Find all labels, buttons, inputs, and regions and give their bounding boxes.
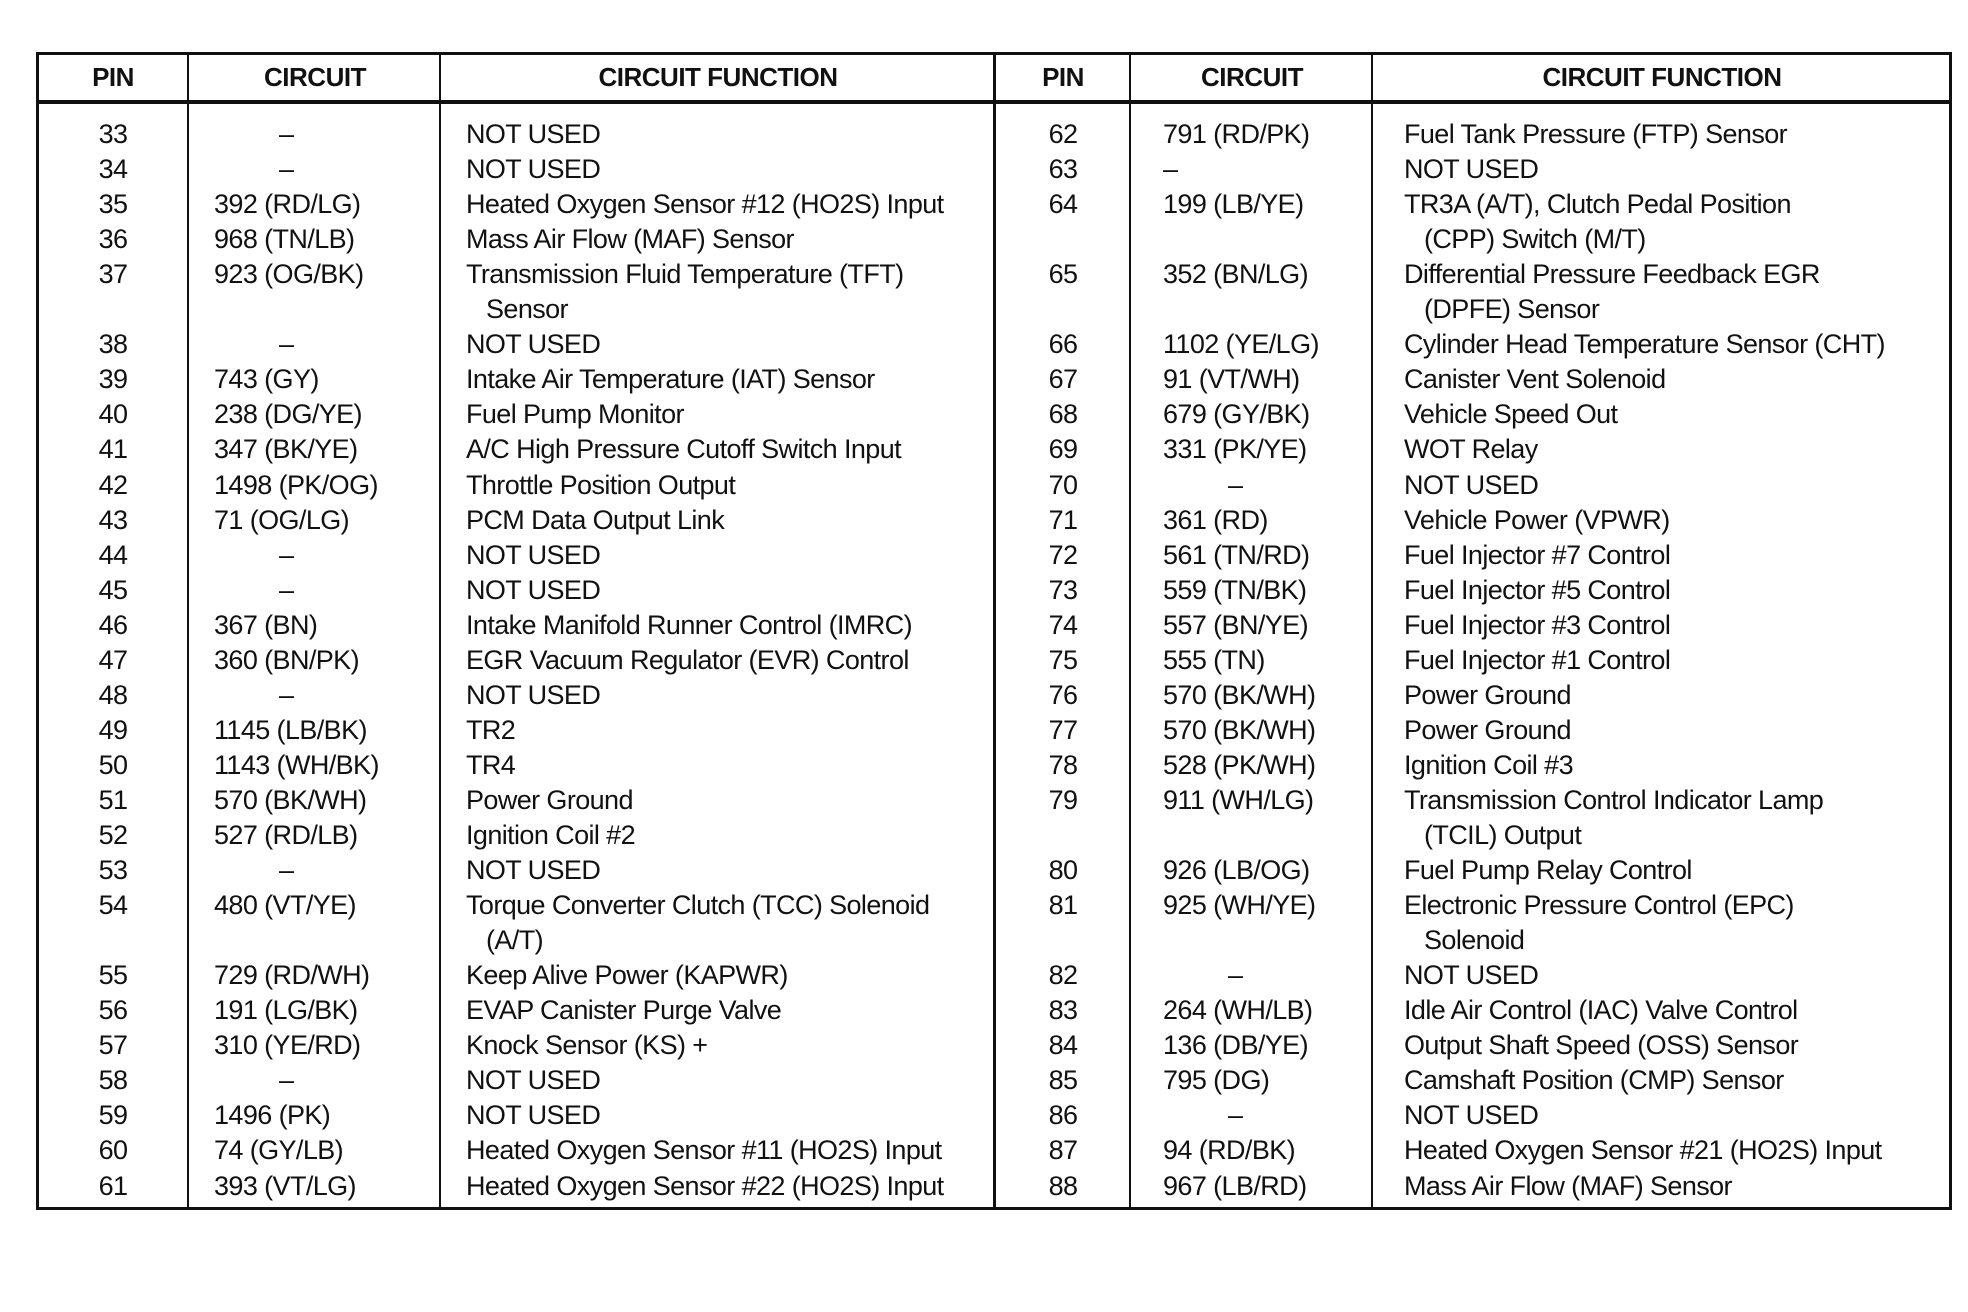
circuit-function: Power Ground (1404, 679, 1571, 710)
pin-number: 42 (98, 469, 128, 500)
circuit-code: 91 (VT/WH) (1163, 364, 1300, 395)
pin-number: 82 (1048, 960, 1078, 991)
pin-number: 39 (98, 364, 128, 395)
circuit-code: 923 (OG/BK) (214, 259, 364, 290)
circuit-function-continued: (DPFE) Sensor (1424, 294, 1600, 325)
pin-number: 58 (98, 1065, 128, 1096)
pin-number: 86 (1048, 1100, 1078, 1131)
circuit-function: Canister Vent Solenoid (1404, 364, 1666, 395)
circuit-code: 555 (TN) (1163, 644, 1265, 675)
circuit-function: TR3A (A/T), Clutch Pedal Position (1404, 189, 1791, 220)
circuit-code: 310 (YE/RD) (214, 1030, 361, 1061)
pin-number: 45 (98, 574, 128, 605)
circuit-function: Torque Converter Clutch (TCC) Solenoid (466, 890, 930, 921)
circuit-function: NOT USED (466, 574, 601, 605)
pin-number: 72 (1048, 539, 1078, 570)
circuit-function: Heated Oxygen Sensor #11 (HO2S) Input (466, 1135, 942, 1166)
pin-number: 78 (1048, 749, 1078, 780)
pin-number: 62 (1048, 119, 1078, 149)
circuit-code: 1498 (PK/OG) (214, 469, 378, 500)
pin-number: 55 (98, 960, 128, 991)
pin-number: 79 (1048, 784, 1078, 815)
pin-number: 51 (98, 784, 128, 815)
pin-number: 77 (1048, 714, 1078, 745)
column-divider (1371, 52, 1373, 1210)
pin-number: 64 (1048, 189, 1078, 220)
circuit-code: 361 (RD) (1163, 504, 1268, 535)
circuit-function: Keep Alive Power (KAPWR) (466, 960, 788, 991)
circuit-function-continued: Sensor (486, 294, 568, 325)
pin-number: 65 (1048, 259, 1078, 290)
pin-number: 70 (1048, 469, 1078, 500)
circuit-function: Camshaft Position (CMP) Sensor (1404, 1065, 1784, 1096)
pin-number: 76 (1048, 679, 1078, 710)
pin-number: 47 (98, 644, 128, 675)
circuit-code: 238 (DG/YE) (214, 399, 362, 430)
circuit-function-continued: (A/T) (486, 925, 543, 956)
circuit-function: Heated Oxygen Sensor #22 (HO2S) Input (466, 1170, 944, 1201)
pin-number: 74 (1048, 609, 1078, 640)
circuit-none: – (1228, 960, 1243, 991)
circuit-function: Vehicle Speed Out (1404, 399, 1618, 430)
circuit-code: 527 (RD/LB) (214, 820, 358, 850)
circuit-function: Knock Sensor (KS) + (466, 1030, 708, 1061)
circuit-function: Transmission Fluid Temperature (TFT) (466, 259, 904, 290)
circuit-code: 331 (PK/YE) (1163, 434, 1307, 465)
column-divider (439, 52, 441, 1210)
circuit-function: Fuel Pump Monitor (466, 399, 684, 430)
pin-number: 43 (98, 504, 128, 535)
pin-number: 85 (1048, 1065, 1078, 1096)
circuit-code: 795 (DG) (1163, 1065, 1270, 1096)
circuit-none: – (1163, 154, 1178, 185)
pin-number: 48 (98, 679, 128, 710)
circuit-code: 1102 (YE/LG) (1163, 329, 1319, 360)
circuit-code: 360 (BN/PK) (214, 644, 359, 675)
pin-number: 71 (1048, 504, 1078, 535)
pin-number: 87 (1048, 1135, 1078, 1166)
pin-number: 84 (1048, 1030, 1078, 1061)
circuit-code: 926 (LB/OG) (1163, 855, 1310, 886)
circuit-function-continued: Solenoid (1424, 925, 1525, 956)
circuit-function: NOT USED (1404, 1100, 1539, 1131)
circuit-function: NOT USED (466, 1065, 601, 1096)
circuit-function: NOT USED (1404, 469, 1539, 500)
circuit-none: – (279, 154, 294, 185)
circuit-code: 967 (LB/RD) (1163, 1170, 1307, 1201)
circuit-code: 199 (LB/YE) (1163, 189, 1304, 220)
circuit-none: – (279, 539, 294, 570)
pin-number: 67 (1048, 364, 1078, 395)
circuit-code: 968 (TN/LB) (214, 224, 355, 255)
circuit-function: EVAP Canister Purge Valve (466, 995, 782, 1026)
circuit-function: Fuel Tank Pressure (FTP) Sensor (1404, 119, 1788, 149)
circuit-function: PCM Data Output Link (466, 504, 725, 535)
circuit-none: – (279, 855, 294, 886)
circuit-none: – (279, 1065, 294, 1096)
pin-number: 52 (98, 820, 128, 850)
circuit-function: NOT USED (466, 855, 601, 886)
circuit-function: TR4 (466, 749, 516, 780)
circuit-code: 191 (LG/BK) (214, 995, 358, 1026)
pin-number: 50 (98, 749, 128, 780)
circuit-function: Transmission Control Indicator Lamp (1404, 784, 1824, 815)
circuit-code: 570 (BK/WH) (214, 784, 367, 815)
circuit-function: NOT USED (1404, 960, 1539, 991)
pin-number: 69 (1048, 434, 1078, 465)
circuit-function: EGR Vacuum Regulator (EVR) Control (466, 644, 909, 675)
circuit-function: Fuel Pump Relay Control (1404, 855, 1692, 886)
circuit-code: 71 (OG/LG) (214, 504, 350, 535)
header-pin-left: PIN (92, 61, 134, 92)
pin-number: 57 (98, 1030, 128, 1061)
circuit-code: 352 (BN/LG) (1163, 259, 1308, 290)
pin-number: 33 (98, 119, 128, 149)
circuit-code: 557 (BN/YE) (1163, 609, 1308, 640)
circuit-code: 74 (GY/LB) (214, 1135, 344, 1166)
circuit-code: 1496 (PK) (214, 1100, 331, 1131)
circuit-code: 528 (PK/WH) (1163, 749, 1316, 780)
pin-number: 38 (98, 329, 128, 360)
circuit-none: – (1228, 469, 1243, 500)
circuit-none: – (279, 679, 294, 710)
circuit-code: 347 (BK/YE) (214, 434, 358, 465)
circuit-code: 570 (BK/WH) (1163, 714, 1316, 745)
pin-number: 81 (1048, 890, 1078, 921)
header-circuit-right: CIRCUIT (1201, 61, 1303, 92)
circuit-function: Idle Air Control (IAC) Valve Control (1404, 995, 1798, 1026)
pin-number: 83 (1048, 995, 1078, 1026)
circuit-code: 679 (GY/BK) (1163, 399, 1310, 430)
pin-number: 34 (98, 154, 128, 185)
circuit-function-continued: (TCIL) Output (1424, 820, 1582, 850)
pin-number: 41 (98, 434, 128, 465)
circuit-function: NOT USED (466, 539, 601, 570)
circuit-function: Mass Air Flow (MAF) Sensor (466, 224, 794, 255)
circuit-function: Electronic Pressure Control (EPC) (1404, 890, 1794, 921)
circuit-function: Fuel Injector #3 Control (1404, 609, 1671, 640)
circuit-function: Vehicle Power (VPWR) (1404, 504, 1670, 535)
pin-number: 44 (98, 539, 128, 570)
header-function-right: CIRCUIT FUNCTION (1542, 61, 1782, 92)
pin-number: 66 (1048, 329, 1078, 360)
circuit-function: WOT Relay (1404, 434, 1538, 465)
header-circuit-left: CIRCUIT (264, 61, 366, 92)
circuit-function: Throttle Position Output (466, 469, 736, 500)
pin-number: 59 (98, 1100, 128, 1131)
circuit-function: Ignition Coil #3 (1404, 749, 1574, 780)
pin-number: 46 (98, 609, 128, 640)
circuit-function: Fuel Injector #7 Control (1404, 539, 1671, 570)
circuit-function: NOT USED (466, 154, 601, 185)
pin-number: 73 (1048, 574, 1078, 605)
circuit-function: NOT USED (466, 1100, 601, 1131)
circuit-none: – (279, 329, 294, 360)
header-pin-right: PIN (1042, 61, 1084, 92)
circuit-code: 1143 (WH/BK) (214, 749, 379, 780)
pin-number: 40 (98, 399, 128, 430)
circuit-function: Differential Pressure Feedback EGR (1404, 259, 1820, 290)
circuit-function: Fuel Injector #5 Control (1404, 574, 1671, 605)
circuit-function: Cylinder Head Temperature Sensor (CHT) (1404, 329, 1885, 360)
pin-number: 60 (98, 1135, 128, 1166)
circuit-function: Mass Air Flow (MAF) Sensor (1404, 1170, 1732, 1201)
circuit-code: 392 (RD/LG) (214, 189, 361, 220)
circuit-function-continued: (CPP) Switch (M/T) (1424, 224, 1646, 255)
pin-number: 88 (1048, 1170, 1078, 1201)
circuit-function: A/C High Pressure Cutoff Switch Input (466, 434, 902, 465)
circuit-code: 743 (GY) (214, 364, 319, 395)
circuit-code: 94 (RD/BK) (1163, 1135, 1296, 1166)
circuit-function: Power Ground (1404, 714, 1571, 745)
circuit-none: – (279, 119, 294, 149)
circuit-code: 925 (WH/YE) (1163, 890, 1316, 921)
circuit-code: 1145 (LB/BK) (214, 714, 367, 745)
pin-number: 63 (1048, 154, 1078, 185)
circuit-function: NOT USED (466, 329, 601, 360)
pin-number: 61 (98, 1170, 128, 1201)
pin-number: 56 (98, 995, 128, 1026)
pin-number: 54 (98, 890, 128, 921)
circuit-code: 729 (RD/WH) (214, 960, 370, 991)
circuit-function: Output Shaft Speed (OSS) Sensor (1404, 1030, 1799, 1061)
circuit-none: – (279, 574, 294, 605)
circuit-none: – (1228, 1100, 1243, 1131)
pin-number: 49 (98, 714, 128, 745)
circuit-code: 561 (TN/RD) (1163, 539, 1310, 570)
circuit-function: Intake Manifold Runner Control (IMRC) (466, 609, 912, 640)
circuit-function: Fuel Injector #1 Control (1404, 644, 1671, 675)
circuit-function: Intake Air Temperature (IAT) Sensor (466, 364, 875, 395)
circuit-code: 136 (DB/YE) (1163, 1030, 1308, 1061)
pin-number: 35 (98, 189, 128, 220)
circuit-function: Heated Oxygen Sensor #12 (HO2S) Input (466, 189, 944, 220)
circuit-code: 791 (RD/PK) (1163, 119, 1310, 149)
circuit-function: NOT USED (466, 119, 601, 149)
circuit-function: TR2 (466, 714, 516, 745)
circuit-code: 480 (VT/YE) (214, 890, 356, 921)
circuit-code: 367 (BN) (214, 609, 318, 640)
pin-number: 37 (98, 259, 128, 290)
pin-number: 53 (98, 855, 128, 886)
circuit-code: 570 (BK/WH) (1163, 679, 1316, 710)
circuit-function: Ignition Coil #2 (466, 820, 636, 850)
pin-number: 36 (98, 224, 128, 255)
circuit-function: Power Ground (466, 784, 633, 815)
circuit-function: NOT USED (1404, 154, 1539, 185)
circuit-code: 264 (WH/LB) (1163, 995, 1313, 1026)
circuit-code: 393 (VT/LG) (214, 1170, 356, 1201)
circuit-code: 559 (TN/BK) (1163, 574, 1307, 605)
pin-number: 75 (1048, 644, 1078, 675)
pin-number: 80 (1048, 855, 1078, 886)
circuit-function: Heated Oxygen Sensor #21 (HO2S) Input (1404, 1135, 1882, 1166)
circuit-function: NOT USED (466, 679, 601, 710)
circuit-code: 911 (WH/LG) (1163, 784, 1314, 815)
header-function-left: CIRCUIT FUNCTION (598, 61, 838, 92)
pin-number: 68 (1048, 399, 1078, 430)
